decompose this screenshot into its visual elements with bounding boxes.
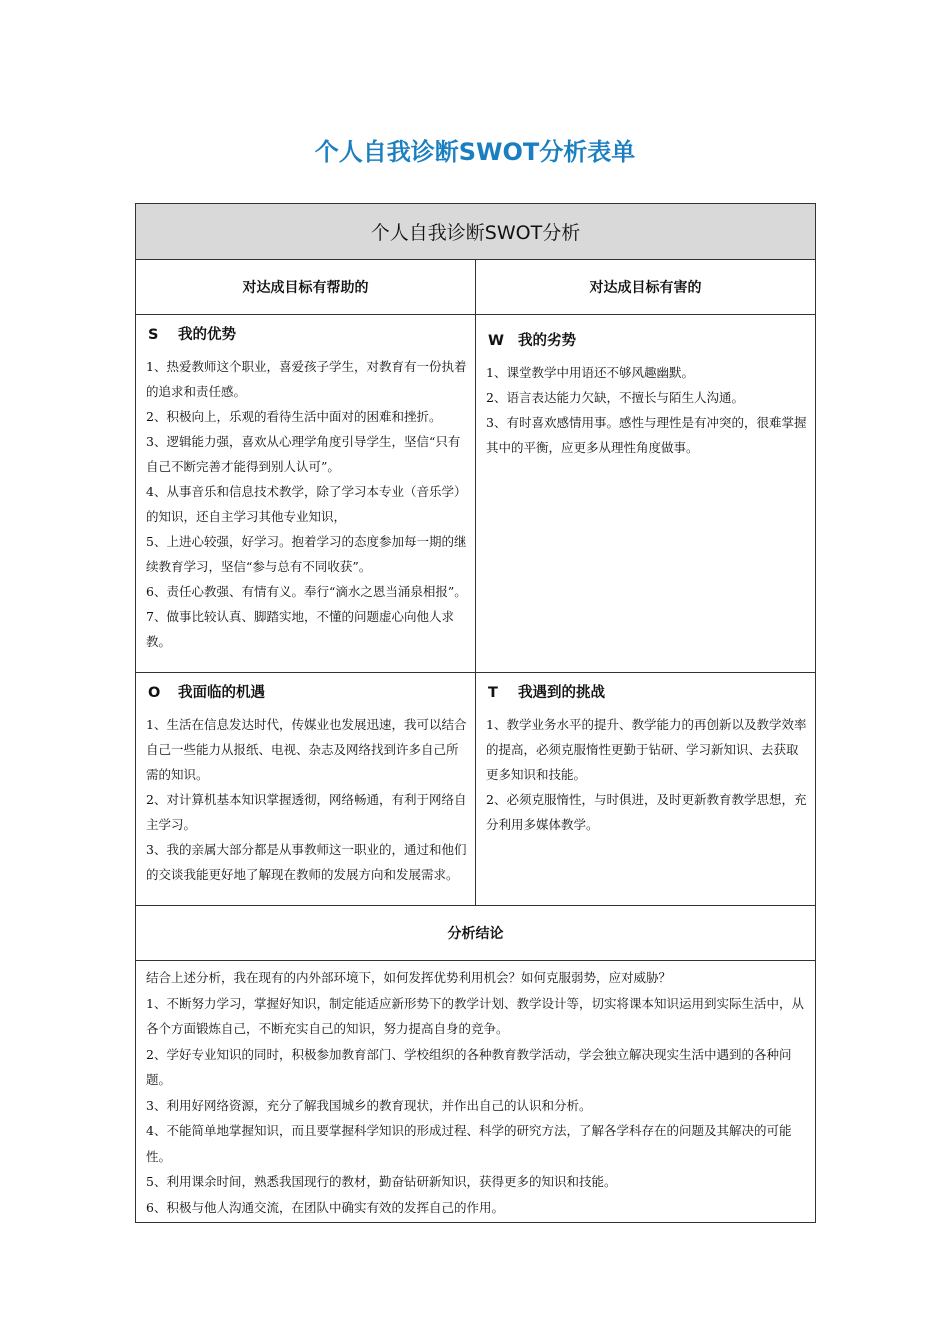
list-item: 3、有时喜欢感情用事。感性与理性是有冲突的，很难掌握其中的平衡，应更多从理性角度做事。: [486, 415, 807, 455]
strengths-list: [146, 354, 467, 654]
conclusion-list: [146, 965, 807, 1220]
threats-title: T 我遇到的挑战: [488, 685, 605, 701]
weaknesses-title: W 我的劣势: [488, 333, 576, 349]
list-item: 5、利用课余时间，熟悉我国现行的教材，勤奋钻研新知识，获得更多的知识和技能。: [146, 1174, 617, 1189]
conclusion-header: 分析结论: [136, 906, 816, 961]
list-item: 2、对计算机基本知识掌握透彻，网络畅通，有利于网络自主学习。: [146, 792, 467, 832]
strengths-cell: [136, 315, 476, 673]
table-header: 个人自我诊断SWOT分析: [136, 204, 816, 260]
list-item: 2、学好专业知识的同时，积极参加教育部门、学校组织的各种教育教学活动，学会独立解决现实生活中遇到的各种问题。: [146, 1046, 792, 1087]
list-item: 2、必须克服惰性，与时俱进，及时更新教育教学思想，充分利用多媒体教学。: [486, 792, 807, 832]
list-item: 6、责任心教强、有情有义。奉行“滴水之恩当涌泉相报”。: [146, 584, 467, 599]
strengths-title: S 我的优势: [148, 327, 236, 343]
list-item: 2、语言表达能力欠缺，不擅长与陌生人沟通。: [486, 390, 744, 405]
threats-list: [486, 712, 807, 837]
list-item: 4、不能简单地掌握知识，而且要掌握科学知识的形成过程、科学的研究方法，了解各学科存在的问题及其解决的可能性。: [146, 1123, 792, 1164]
swot-table: [135, 203, 816, 1223]
list-item: 3、逻辑能力强，喜欢从心理学角度引导学生，坚信“只有自己不断完善才能得到别人认可”。: [146, 434, 461, 474]
opportunities-list: [146, 712, 467, 887]
page-title: 个人自我诊断SWOT分析表单: [314, 138, 636, 166]
column-header-helpful: 对达成目标有帮助的: [136, 260, 476, 315]
list-item: 3、利用好网络资源，充分了解我国城乡的教育现状，并作出自己的认识和分析。: [146, 1097, 592, 1113]
list-item: 1、课堂教学中用语还不够风趣幽默。: [486, 365, 694, 380]
list-item: 4、从事音乐和信息技术教学，除了学习本专业（音乐学）的知识，还自主学习其他专业知识，: [146, 484, 467, 524]
list-item: 1、热爱教师这个职业，喜爱孩子学生，对教育有一份执着的追求和责任感。: [146, 359, 467, 399]
opportunities-title: O 我面临的机遇: [148, 685, 265, 701]
list-item: 结合上述分析，我在现有的内外部环境下，如何发挥优势利用机会？如何克服弱势，应对威胁？: [146, 970, 672, 985]
list-item: 1、生活在信息发达时代，传媒业也发展迅速，我可以结合自己一些能力从报纸、电视、杂志及网络找到许多自己所需的知识。: [146, 717, 467, 782]
list-item: 3、我的亲属大部分都是从事教师这一职业的，通过和他们的交谈我能更好地了解现在教师的发展方向和发展需求。: [146, 842, 467, 882]
list-item: 7、做事比较认真、脚踏实地，不懂的问题虚心向他人求教。: [146, 609, 454, 649]
list-item: 1、不断努力学习，掌握好知识，制定能适应新形势下的教学计划、教学设计等，切实将课本知识运用到实际生活中，从各个方面锻炼自己，不断充实自己的知识，努力提高自身的竞争。: [146, 995, 804, 1036]
conclusion-cell: [136, 961, 816, 1223]
weaknesses-cell: [476, 315, 816, 673]
list-item: 6、积极与他人沟通交流，在团队中确实有效的发挥自己的作用。: [146, 1199, 504, 1215]
opportunities-cell: [136, 673, 476, 906]
list-item: 1、教学业务水平的提升、教学能力的再创新以及教学效率的提高，必须克服惰性更勤于钻研、学习新知识、去获取更多知识和技能。: [486, 717, 807, 782]
list-item: 5、上进心较强，好学习。抱着学习的态度参加每一期的继续教育学习，坚信“参与总有不同收获”。: [146, 534, 467, 574]
threats-cell: [476, 673, 816, 906]
weaknesses-list: [486, 360, 807, 460]
list-item: 2、积极向上，乐观的看待生活中面对的困难和挫折。: [146, 409, 442, 424]
column-header-harmful: 对达成目标有害的: [476, 260, 816, 315]
